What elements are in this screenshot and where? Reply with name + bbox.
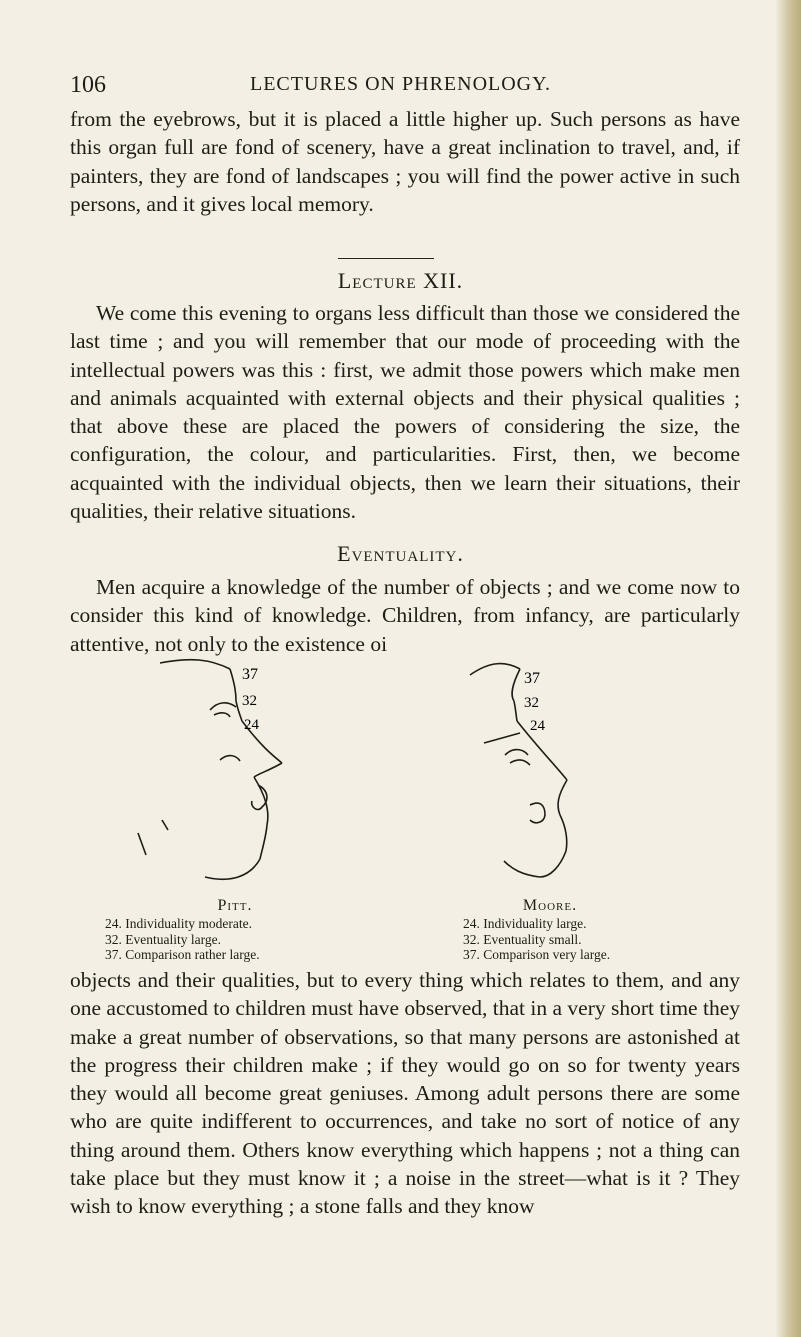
lecture-heading: Lecture XII. (337, 268, 464, 293)
moore-caption-line: 32. Eventuality small. (463, 931, 582, 947)
paragraph-eventuality-intro: Men acquire a knowledge of the number of objects ; and we come now to consider this kind of knowledge. Children, from infancy, are particularly attentive, not only to the existence oi (70, 575, 740, 656)
pitt-caption (105, 916, 260, 963)
pitt-profile-figure (150, 655, 310, 895)
moore-caption-line: 24. Individuality large. (463, 916, 587, 931)
running-title: LECTURES ON PHRENOLOGY. (250, 73, 551, 95)
pitt-caption-line: 24. Individuality moderate. (105, 916, 252, 931)
moore-caption-line: 37. Comparison very large. (463, 947, 611, 962)
section-heading: Eventuality. (337, 541, 464, 566)
pitt-number-32: 32 (242, 693, 257, 709)
moore-title: Moore. (522, 897, 578, 914)
page-edge-shading (775, 0, 801, 1337)
moore-number-37: 37 (524, 670, 540, 687)
pitt-number-24: 24 (244, 717, 259, 733)
paragraph-continuation: objects and their qualities, but to every thing which relates to them, and any one accustomed to children must have observed, that in a very short time they make a great number of observations, so that many persons are astonished at the progress their children make ; if they would go on so for twenty years they would all become great geniuses. Among adult persons there are some who are quite indifferent to occurrences, and take no sort of notice of any thing around them. Others know everything which happens ; not a thing can take place but they must know it ; a noise in the street—what is it ? They wish to know everything ; a stone falls and they know (70, 968, 740, 1219)
moore-number-32: 32 (524, 695, 539, 711)
section-divider (338, 258, 434, 259)
page-number: 106 (70, 72, 106, 98)
pitt-title: Pitt. (217, 897, 253, 914)
paragraph-top: from the eyebrows, but it is placed a little higher up. Such persons as have this organ full are fond of scenery, have a great inclination to travel, and, if painters, they are fond of landscapes ; you will find the power active in such persons, and it gives local memory. (70, 107, 740, 216)
paragraph-lecture-intro: We come this evening to organs less difficult than those we considered the last time ; and you will remember that our mode of proceeding with the intellectual powers was this : first, we admit those powers which make men and animals acquainted with external objects and their physical qualities ; that above these are placed the powers of considering the size, the configuration, the colour, and particularities. First, then, we become acquainted with the individual objects, then we learn their situations, their qualities, their relative situations. (70, 301, 740, 524)
moore-caption (463, 916, 610, 963)
pitt-caption-line: 32. Eventuality large. (105, 931, 221, 947)
pitt-number-37: 37 (242, 666, 258, 683)
moore-profile-figure (470, 655, 630, 895)
moore-number-24: 24 (530, 718, 545, 734)
pitt-caption-line: 37. Comparison rather large. (105, 947, 260, 962)
